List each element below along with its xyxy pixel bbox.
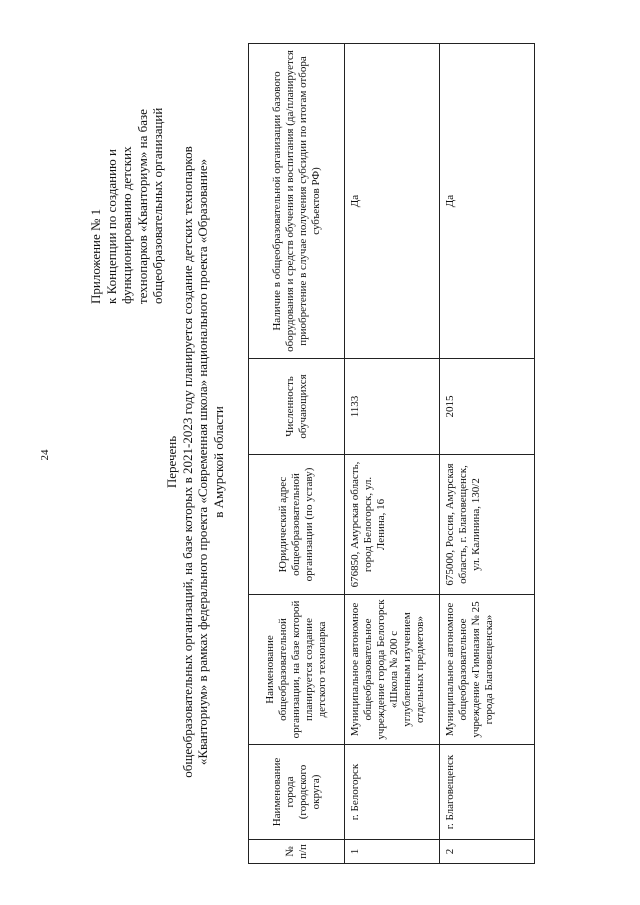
cell-equipment: Да — [440, 44, 535, 359]
annex-line: общеобразовательных организаций — [150, 107, 165, 304]
cell-equipment: Да — [345, 44, 440, 359]
cell-city: г. Благовещенск — [440, 745, 535, 840]
header-address: Юридический адрес общеобразовательной организации (по уставу) — [249, 455, 345, 595]
title-line: общеобразовательных организаций, на базе которых в 2021-2023 году планируется создание детских технопарков — [179, 146, 195, 778]
cell-city: г. Белогорск — [345, 745, 440, 840]
cell-students: 2015 — [440, 359, 535, 455]
annex-line: к Концепции по созданию и — [103, 149, 119, 304]
page-number: 24 — [39, 449, 51, 461]
annex-line: Приложение № 1 — [88, 208, 103, 304]
cell-address: 676850, Амурская область, город Белогорск, ул. Ленина, 16 — [345, 455, 440, 595]
header-students: Численность обучающихся — [249, 359, 345, 455]
cell-organization: Муниципальное автономное общеобразовательное учреждение города Белогорск «Школа № 200 с углубленным изучением отдельных предметов» — [345, 595, 440, 745]
cell-organization: Муниципальное автономное общеобразовательное учреждение «Гимназия № 25 города Благовещенска» — [440, 595, 535, 745]
table-header-row — [249, 44, 345, 864]
rotated-page-content — [80, 32, 560, 872]
document-title — [164, 142, 226, 782]
cell-number: 1 — [345, 840, 440, 864]
annex-line: функционированию детских — [119, 146, 134, 304]
title-line: «Кванториум» в рамках федерального проекта «Современная школа» национального проекта «Образование» — [195, 158, 210, 766]
table-row — [345, 44, 440, 864]
header-number: № п/п — [249, 840, 345, 864]
header-organization: Наименование общеобразовательной организации, на базе которой планируется создание детского технопарка — [249, 595, 345, 745]
table-row — [440, 44, 535, 864]
header-city: Наименование города (городского округа) — [249, 745, 345, 840]
organizations-table — [248, 43, 535, 864]
annex-note — [88, 44, 166, 304]
annex-line: технопарков «Кванториум» на базе — [134, 109, 150, 304]
header-equipment: Наличие в общеобразовательной организации базового оборудования и средств обучения и воспитания (да/планируется приобретение в случае получения субсидии по итогам отбора субъектов РФ) — [249, 44, 345, 359]
cell-address: 675000, Россия, Амурская область, г. Благовещенск, ул. Калинина, 130/2 — [440, 455, 535, 595]
cell-students: 1133 — [345, 359, 440, 455]
cell-number: 2 — [440, 840, 535, 864]
title-line: в Амурской области — [210, 406, 226, 518]
title-heading: Перечень — [164, 435, 179, 489]
